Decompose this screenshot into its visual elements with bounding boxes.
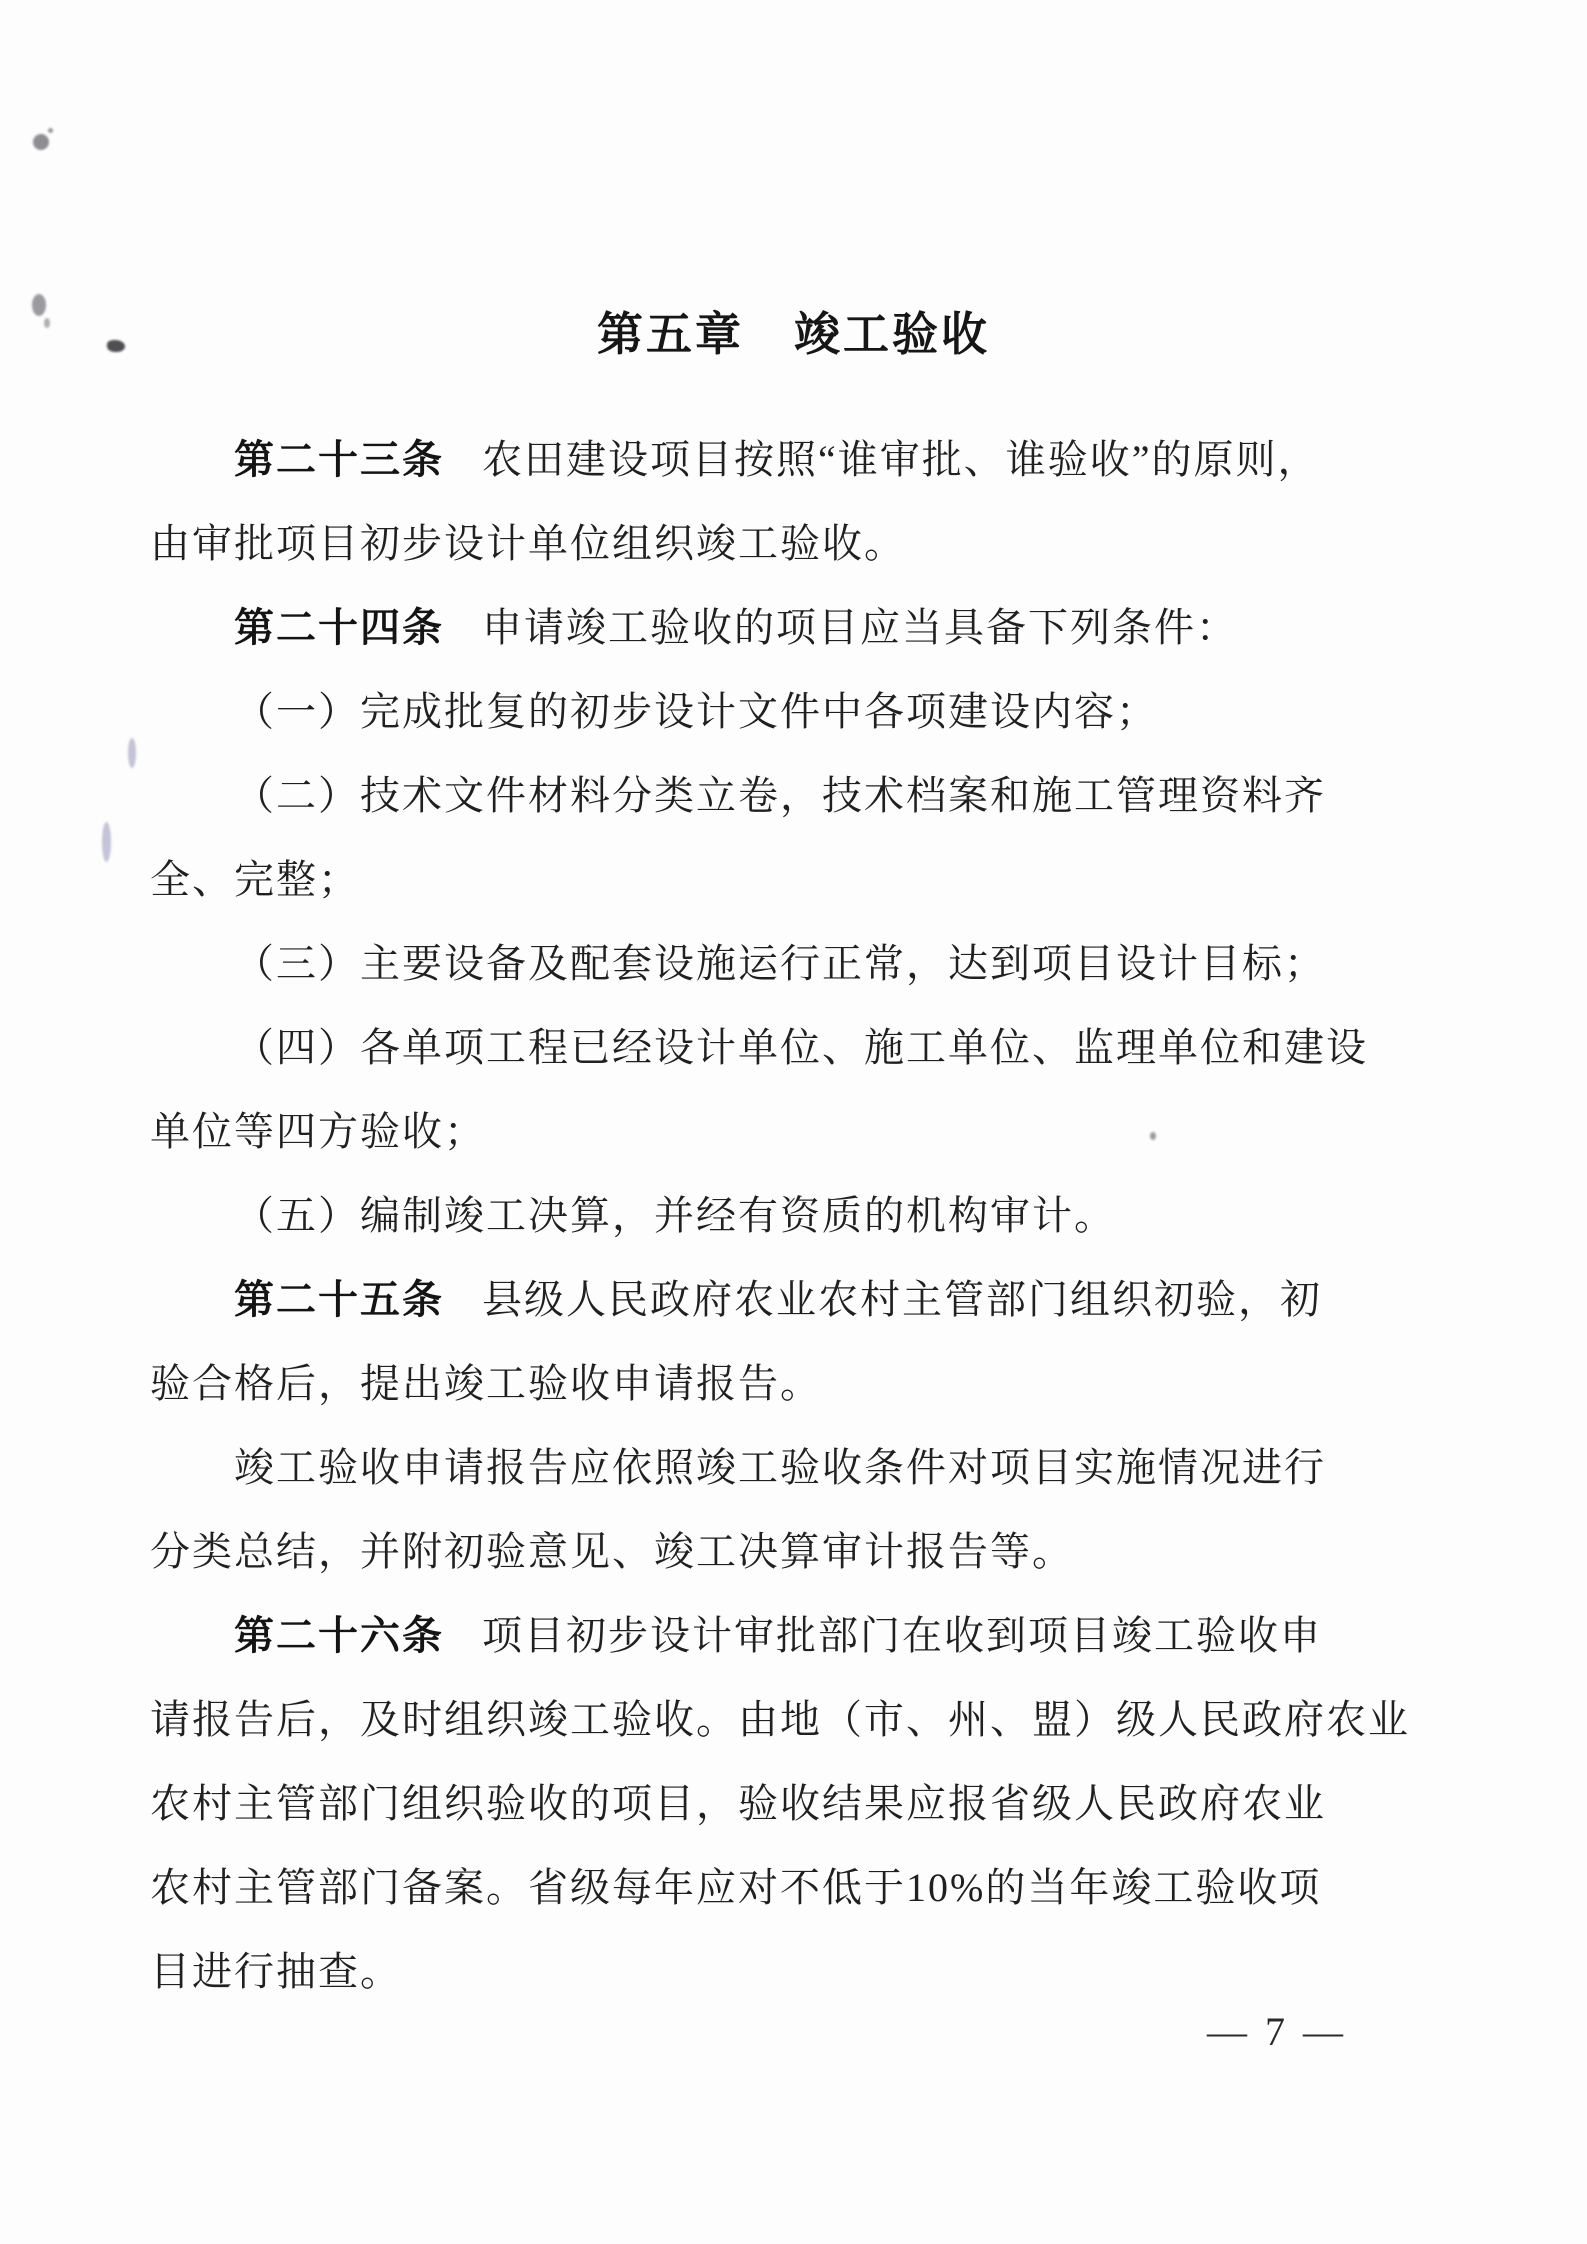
- scan-artifact: [128, 738, 136, 768]
- chapter-name: 竣工验收: [794, 308, 990, 360]
- body-text: 单位等四方验收；: [150, 1109, 486, 1154]
- body-text: （三）主要设备及配套设施运行正常，达到项目设计目标；: [234, 941, 1326, 986]
- body-text: 农村主管部门组织验收的项目，验收结果应报省级人民政府农业: [150, 1781, 1326, 1826]
- text-line: [150, 418, 1420, 502]
- text-line: [150, 1510, 1420, 1594]
- text-line: [150, 1258, 1420, 1342]
- scan-artifact: [48, 128, 53, 133]
- body-text: 全、完整；: [150, 857, 360, 902]
- body-text: （二）技术文件材料分类立卷，技术档案和施工管理资料齐: [234, 773, 1326, 818]
- text-line: [150, 1342, 1420, 1426]
- body-text: 农村主管部门备案。省级每年应对不低于10%的当年竣工验收项: [150, 1865, 1322, 1910]
- text-line: [150, 1426, 1420, 1510]
- page-number: — 7 —: [1207, 2009, 1347, 2054]
- chapter-title: [0, 298, 1587, 364]
- text-line: [150, 502, 1420, 586]
- body-text: 项目初步设计审批部门在收到项目竣工验收申: [482, 1613, 1322, 1658]
- scan-artifact: [102, 822, 111, 862]
- text-line: [150, 670, 1420, 754]
- body-text: （四）各单项工程已经设计单位、施工单位、监理单位和建设: [234, 1025, 1368, 1070]
- body-text: 县级人民政府农业农村主管部门组织初验，初: [482, 1277, 1322, 1322]
- text-line: [150, 1930, 1420, 2014]
- text-line: [150, 1090, 1420, 1174]
- body-text: 目进行抽查。: [150, 1949, 402, 1994]
- body-text: （五）编制竣工决算，并经有资质的机构审计。: [234, 1193, 1116, 1238]
- text-line: [150, 1174, 1420, 1258]
- body-text: 由审批项目初步设计单位组织竣工验收。: [150, 521, 906, 566]
- body-text: 验合格后，提出竣工验收申请报告。: [150, 1361, 822, 1406]
- text-line: [150, 754, 1420, 838]
- body-text: 农田建设项目按照“谁审批、谁验收”的原则，: [482, 437, 1320, 482]
- text-line: [150, 1678, 1420, 1762]
- body-text: 申请竣工验收的项目应当具备下列条件：: [482, 605, 1238, 650]
- text-line: [150, 586, 1420, 670]
- article-number: 第二十三条: [234, 438, 444, 482]
- text-line: [150, 1594, 1420, 1678]
- body-text: 分类总结，并附初验意见、竣工决算审计报告等。: [150, 1529, 1074, 1574]
- body-text: 请报告后，及时组织竣工验收。由地（市、州、盟）级人民政府农业: [150, 1697, 1410, 1742]
- article-number: 第二十六条: [234, 1614, 444, 1658]
- body-text: 竣工验收申请报告应依照竣工验收条件对项目实施情况进行: [234, 1445, 1326, 1490]
- text-line: [150, 1006, 1420, 1090]
- article-number: 第二十四条: [234, 606, 444, 650]
- scan-artifact: [33, 134, 49, 150]
- text-line: [150, 1846, 1420, 1930]
- text-line: [150, 1762, 1420, 1846]
- article-number: 第二十五条: [234, 1278, 444, 1322]
- text-line: [150, 838, 1420, 922]
- text-line: [150, 922, 1420, 1006]
- body-text: （一）完成批复的初步设计文件中各项建设内容；: [234, 689, 1158, 734]
- document-lines: [150, 418, 1420, 2014]
- chapter-number: 第五章: [597, 308, 744, 360]
